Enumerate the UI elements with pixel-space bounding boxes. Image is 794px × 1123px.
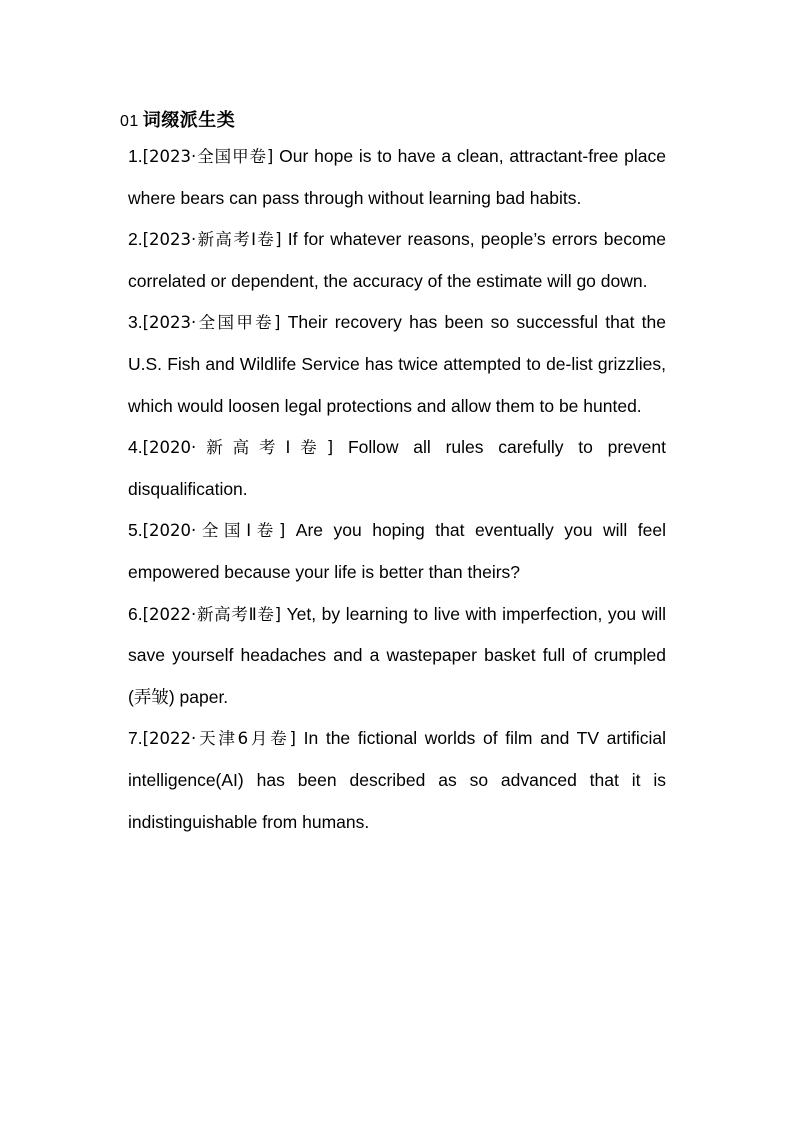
item-index: 7. xyxy=(128,728,143,749)
item-source: [2020·全国Ⅰ卷] xyxy=(142,521,286,541)
item-source: [2022·天津6月卷] xyxy=(142,729,296,749)
item-index: 3. xyxy=(128,312,143,333)
item-source: [2022·新高考Ⅱ卷] xyxy=(142,604,282,624)
item-source: [2023·新高考Ⅰ卷] xyxy=(142,230,282,250)
item-source: [2023·全国甲卷] xyxy=(142,313,281,333)
item-text: Yet, by learning to live with imperfection, you will save yourself headaches and a wastepaper basket full of crumpled (弄皱) paper. xyxy=(128,603,667,707)
section-heading xyxy=(120,106,235,132)
item-text: In the fictional worlds of film and TV artificial intelligence(AI) has been described as so advanced that it is indistinguishable from humans. xyxy=(128,728,666,832)
section-number: 01 xyxy=(120,113,139,130)
item-index: 6. xyxy=(128,603,143,624)
item-source: [2020·新高考Ⅰ卷] xyxy=(142,438,334,458)
list-item xyxy=(128,594,666,719)
list-item xyxy=(128,302,666,427)
item-source: [2023·全国甲卷] xyxy=(142,147,274,166)
item-text: Our hope is to have a clean, attractant-free place where bears can pass through without learning bad habits. xyxy=(128,146,666,208)
list-item xyxy=(128,136,666,219)
list-item xyxy=(128,718,666,843)
sentence-list xyxy=(128,136,666,843)
list-item xyxy=(128,510,666,593)
list-item xyxy=(128,219,666,302)
item-index: 4. xyxy=(128,437,143,458)
item-index: 5. xyxy=(128,520,143,541)
item-text: If for whatever reasons, people’s errors become correlated or dependent, the accuracy of the estimate will go down. xyxy=(128,229,667,291)
list-item xyxy=(128,427,666,510)
item-index: 1. xyxy=(128,146,143,166)
section-title: 词缀派生类 xyxy=(142,110,236,130)
item-text: Are you hoping that eventually you will feel empowered because your life is better than theirs? xyxy=(128,520,666,582)
item-text: Follow all rules carefully to prevent disqualification. xyxy=(128,437,667,499)
item-text: Their recovery has been so successful that the U.S. Fish and Wildlife Service has twice attempted to de-list grizzlies, which would loosen legal protections and allow them to be hunted. xyxy=(128,312,666,416)
item-index: 2. xyxy=(128,229,143,250)
